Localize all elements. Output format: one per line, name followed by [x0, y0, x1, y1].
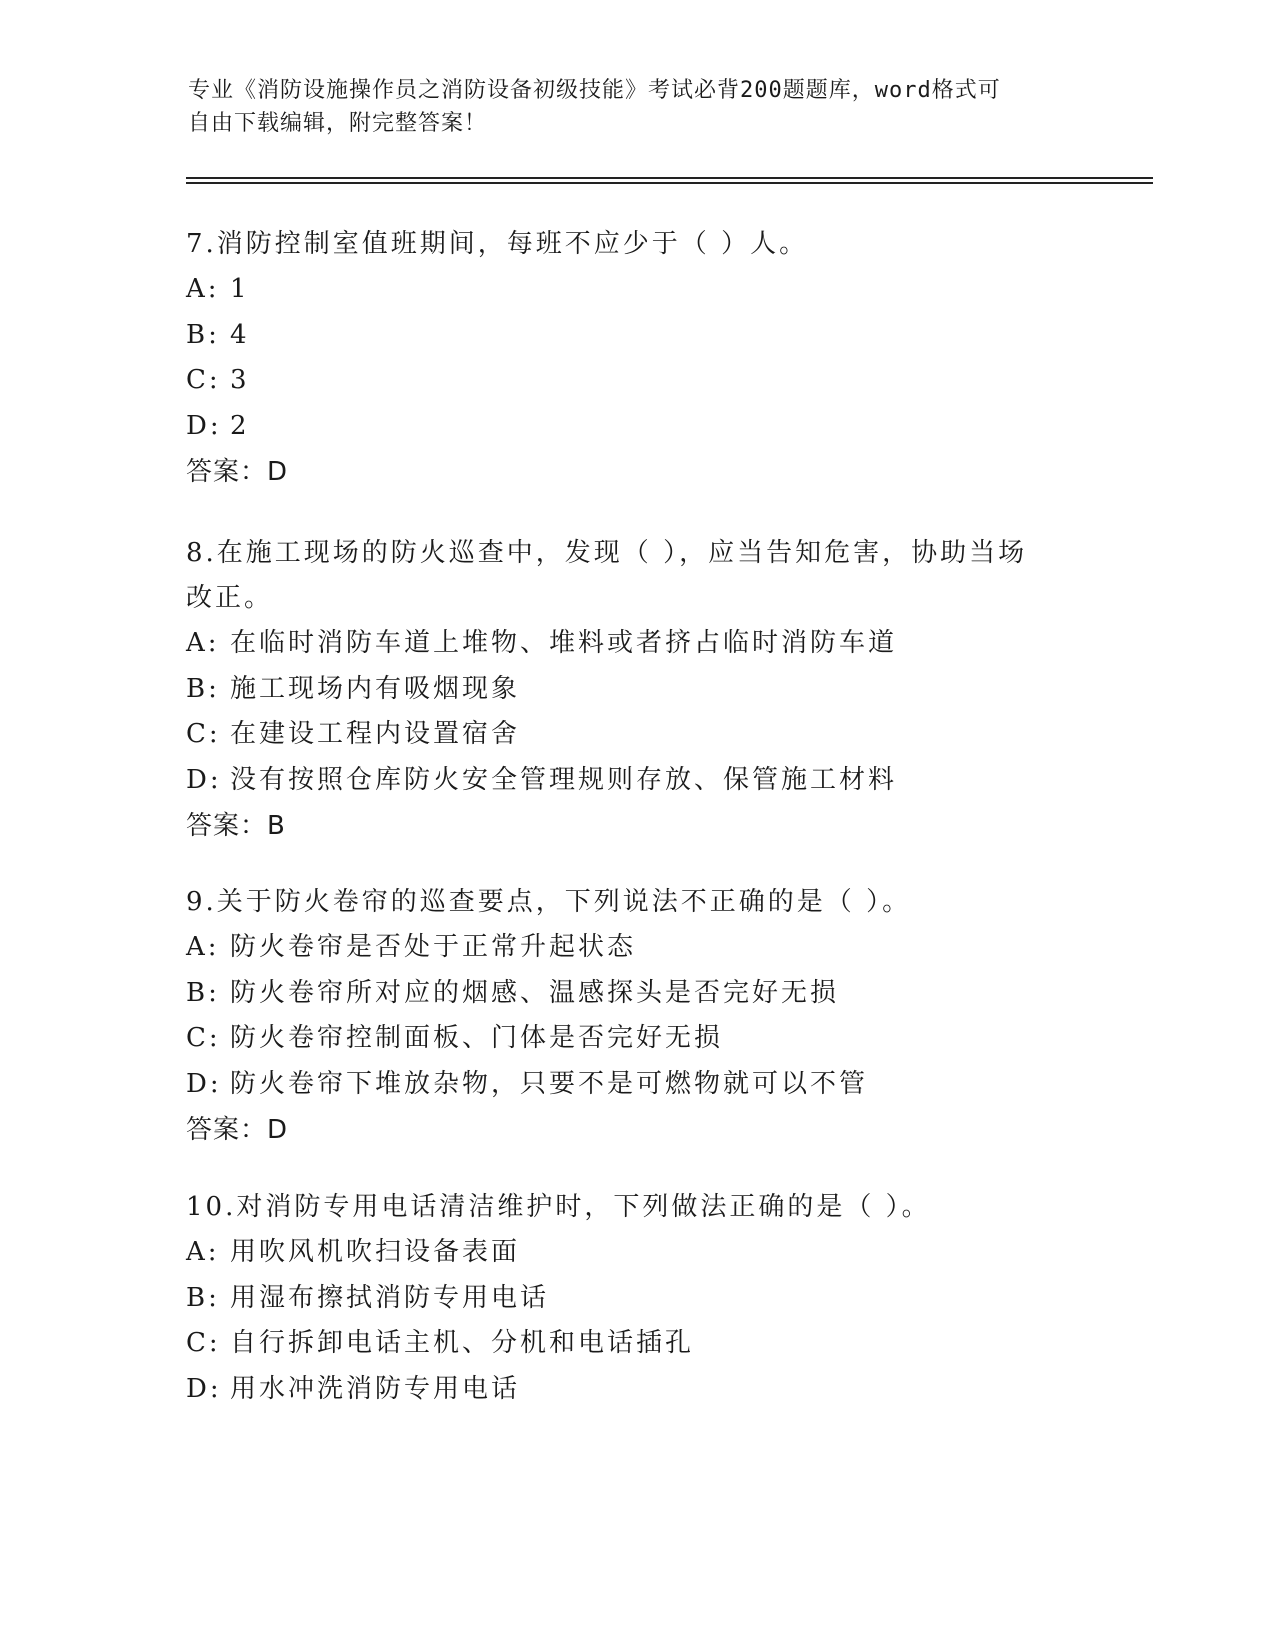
option-key: A:	[186, 274, 220, 304]
option-key: D:	[186, 1373, 222, 1404]
option-key: B:	[186, 319, 220, 350]
option-d	[186, 404, 1086, 450]
option-text: 用吹风机吹扫设备表面	[230, 1237, 521, 1267]
header-line-2: 自由下载编辑，附完整答案！	[188, 111, 488, 136]
option-a	[186, 267, 1086, 313]
option-key: B:	[186, 673, 220, 704]
option-d	[186, 1062, 1086, 1108]
question-8	[186, 531, 1086, 849]
option-key: C:	[186, 1328, 221, 1358]
header-divider-bottom	[186, 182, 1153, 184]
question-stem	[186, 1185, 1086, 1230]
option-key: C:	[186, 1023, 221, 1053]
option-a	[186, 925, 1086, 971]
option-d	[186, 1367, 1086, 1413]
option-key: A:	[186, 932, 220, 962]
option-a	[186, 1230, 1086, 1276]
question-stem	[186, 531, 1086, 621]
option-text: 施工现场内有吸烟现象	[230, 673, 521, 704]
option-key: C:	[186, 365, 221, 395]
option-text: 1	[230, 274, 250, 304]
document-header	[188, 74, 1088, 140]
option-c	[186, 1016, 1086, 1062]
option-text: 用水冲洗消防专用电话	[230, 1373, 521, 1404]
option-key: B:	[186, 977, 220, 1008]
option-key: A:	[186, 1237, 220, 1267]
question-9	[186, 880, 1086, 1153]
header-divider-top	[186, 177, 1153, 179]
option-b	[186, 1276, 1086, 1322]
option-text: 4	[230, 319, 250, 350]
question-stem-line: 改正。	[186, 583, 274, 613]
answer-line: 答案：B	[186, 811, 286, 841]
option-key: D:	[186, 1068, 222, 1099]
question-stem-line: 9.关于防火卷帘的巡查要点，下列说法不正确的是（ ）。	[186, 887, 912, 917]
answer-line: 答案：D	[186, 457, 289, 487]
question-stem	[186, 222, 1086, 267]
option-a	[186, 621, 1086, 667]
option-text: 防火卷帘下堆放杂物，只要不是可燃物就可以不管	[230, 1068, 869, 1099]
answer-line: 答案：D	[186, 1115, 289, 1145]
option-text: 防火卷帘所对应的烟感、温感探头是否完好无损	[230, 977, 840, 1008]
option-b	[186, 971, 1086, 1017]
option-text: 没有按照仓库防火安全管理规则存放、保管施工材料	[230, 764, 898, 795]
option-key: D:	[186, 764, 222, 795]
question-10	[186, 1185, 1086, 1412]
option-text: 在临时消防车道上堆物、堆料或者挤占临时消防车道	[230, 628, 898, 658]
option-text: 在建设工程内设置宿舍	[230, 719, 521, 749]
question-stem-line: 8.在施工现场的防火巡查中，发现（ ），应当告知危害，协助当场	[186, 538, 1028, 568]
question-stem-line: 10.对消防专用电话清洁维护时，下列做法正确的是（ ）。	[186, 1192, 931, 1222]
option-text: 防火卷帘是否处于正常升起状态	[230, 932, 637, 962]
option-text: 防火卷帘控制面板、门体是否完好无损	[230, 1023, 724, 1053]
option-c	[186, 712, 1086, 758]
option-text: 3	[230, 365, 250, 395]
header-line-1: 专业《消防设施操作员之消防设备初级技能》考试必背200题题库，word格式可	[188, 78, 1001, 103]
option-text: 用湿布擦拭消防专用电话	[230, 1282, 550, 1313]
option-c	[186, 358, 1086, 404]
option-d	[186, 758, 1086, 804]
option-b	[186, 313, 1086, 359]
question-stem-line: 7.消防控制室值班期间，每班不应少于（ ）人。	[186, 229, 809, 259]
option-b	[186, 667, 1086, 713]
option-c	[186, 1321, 1086, 1367]
question-7	[186, 222, 1086, 495]
option-key: B:	[186, 1282, 220, 1313]
option-text: 自行拆卸电话主机、分机和电话插孔	[230, 1328, 695, 1358]
option-key: A:	[186, 628, 220, 658]
option-key: C:	[186, 719, 221, 749]
question-stem	[186, 880, 1086, 925]
option-key: D:	[186, 410, 222, 441]
option-text: 2	[230, 410, 250, 441]
